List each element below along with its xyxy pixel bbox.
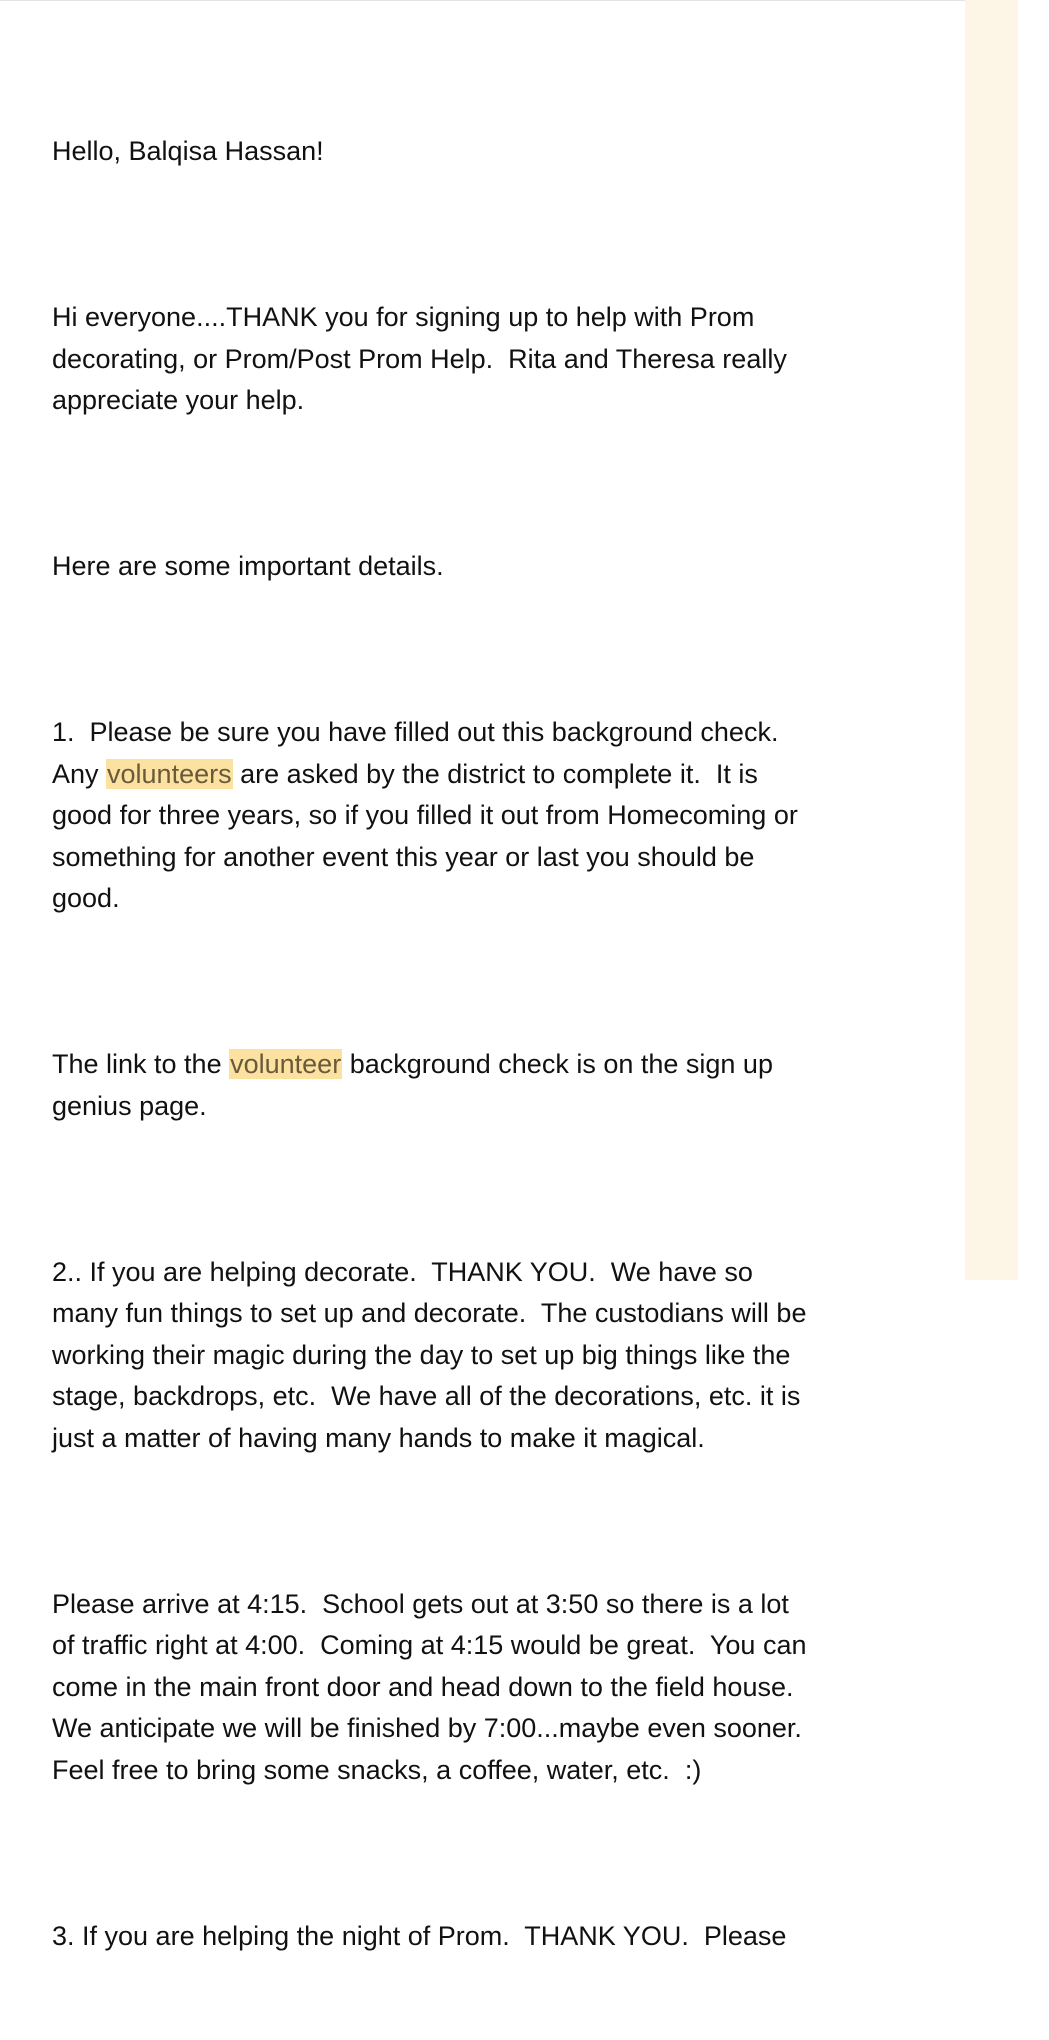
link-text-start: The link to the xyxy=(52,1049,230,1079)
item-3-paragraph: 3. If you are helping the night of Prom. THANK YOU. Please xyxy=(52,1920,787,1951)
email-body xyxy=(52,48,952,2040)
search-highlight-volunteers: volunteers xyxy=(107,758,232,789)
details-heading: Here are some important details. xyxy=(52,551,444,581)
search-highlight-volunteer: volunteer xyxy=(230,1049,342,1079)
side-edge xyxy=(1018,0,1049,1280)
item-2-paragraph: 2.. If you are helping decorate. THANK YOU. We have so many fun things to set up and decorate. The custodians will be working their magic during the day to set up big things like the stage, backdrops, etc. We have all of the decorations, etc. it is just a matter of having many hands to make it magical. xyxy=(52,1256,807,1453)
intro-paragraph: Hi everyone....THANK you for signing up to help with Prom decorating, or Prom/Post Prom Help. Rita and Theresa really appreciate your help. xyxy=(52,302,787,415)
arrival-paragraph: Please arrive at 4:15. School gets out at 3:50 so there is a lot of traffic right at 4:00. Coming at 4:15 would be great. You can come in the main front door and head down to the field house. We anticipate we will be finished by 7:00...maybe even sooner. Feel free to bring some snacks, a coffee, water, etc. :) xyxy=(52,1588,807,1785)
item-1-text-start: 1. Please be sure you have filled out this background check. Any xyxy=(52,717,779,789)
link-text-end: background check is on the sign up genius page. xyxy=(52,1049,773,1121)
top-divider xyxy=(0,0,965,1)
link-paragraph xyxy=(52,1044,952,1127)
side-panel xyxy=(965,0,1018,1280)
item-1-text-end: are asked by the district to complete it. It is good for three years, so if you filled it out from Homecoming or something for another event this year or last you should be good. xyxy=(52,758,798,913)
greeting: Hello, Balqisa Hassan! xyxy=(52,136,324,166)
item-1-paragraph xyxy=(52,712,952,920)
